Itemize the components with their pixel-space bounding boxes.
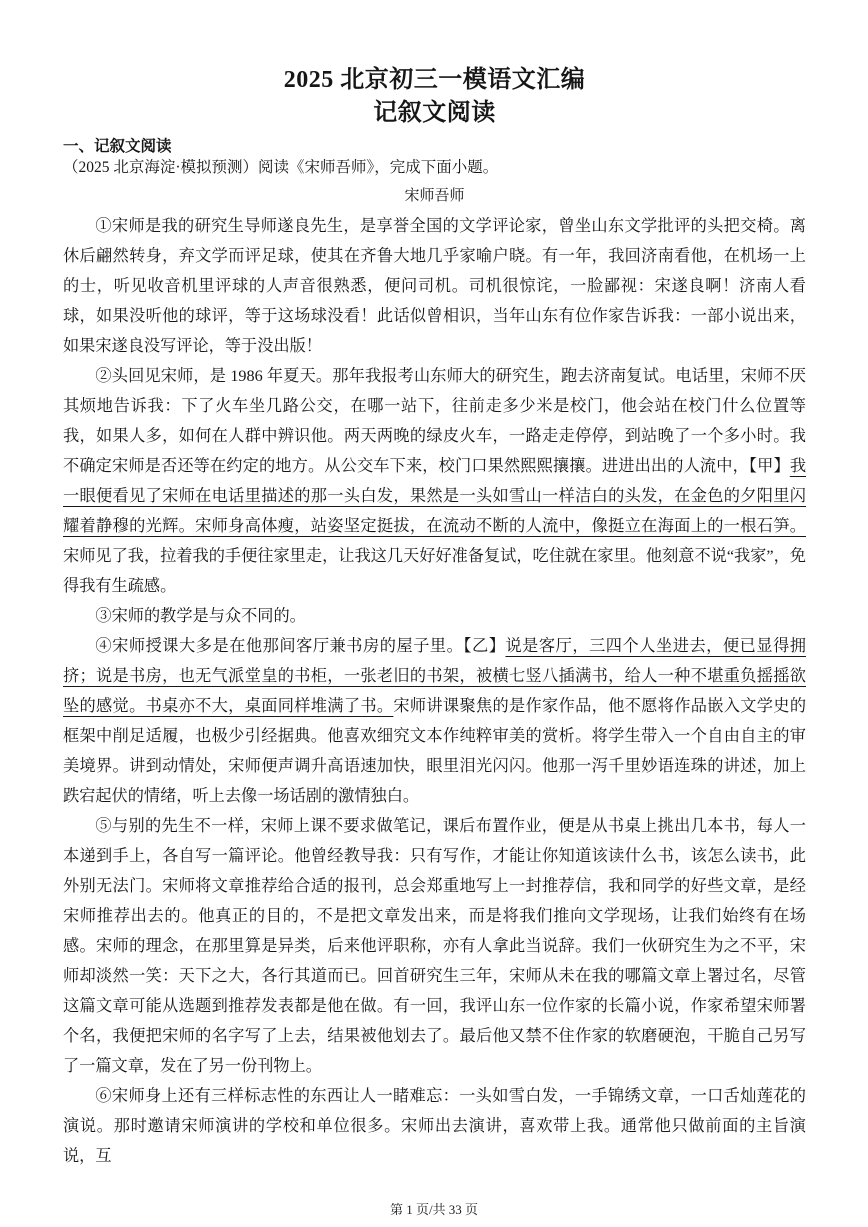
text-run: 宋师见了我，拉着我的手便往家里走，让我这几天好好准备复试，吃住就在家里。他刻意不说“我家”，免得我有生疏感。	[63, 547, 806, 595]
underlined-passage: 我一眼便看见了宋师在电话里描述的那一头白发，果然是一头如雪山一样洁白的头发，在金色的夕阳里闪耀着静穆的光辉。宋师身高体瘦，站姿坚定挺拔，在流动不断的人流中，像挺立在海面上的一根石笋。	[63, 457, 806, 535]
paragraph-6	[63, 1081, 806, 1171]
text-run: 宋师讲课聚焦的是作家作品，他不愿将作品嵌入文学史的框架中削足适履，也极少引经据典。他喜欢细究文本作纯粹审美的赏析。将学生带入一个自由自主的审美境界。讲到动情处，宋师便声调升高语速加快，眼里泪光闪闪。他那一泻千里妙语连珠的讲述，加上跌宕起伏的情绪，听上去像一场话剧的激情独白。	[63, 697, 807, 805]
section-heading: 一、记叙文阅读	[63, 138, 172, 155]
page-number: 第 1 页/共 33 页	[389, 1202, 479, 1217]
text-run: ④宋师授课大多是在他那间客厅兼书房的屋子里。【乙】	[95, 637, 506, 655]
underlined-passage: 说是客厅，三四个人坐进去，便已显得拥挤；说是书房，也无气派堂皇的书柜，一张老旧的书架，被横七竖八插满书，给人一种不堪重负摇摇欲坠的感觉。书桌亦不大，桌面同样堆满了书。	[63, 637, 806, 715]
text-run: ②头回见宋师，是 1986 年夏天。那年我报考山东师大的研究生，跑去济南复试。电话里，宋师不厌其烦地告诉我：下了火车坐几路公交，在哪一站下，往前走多少米是校门，他会站在校门什么位置等我，如果人多，如何在人群中辨识他。两天两晚的绿皮火车，一路走走停停，到站晚了一个多小时。我不确定宋师是否还等在约定的地方。从公交车下来，校门口果然熙熙攘攘。进进出出的人流中，【甲】	[63, 367, 806, 475]
paragraph-5	[63, 811, 806, 1081]
document-header	[63, 64, 806, 130]
article-title: 宋师吾师	[404, 188, 465, 204]
source-line: （2025 北京海淀·模拟预测）阅读《宋师吾师》，完成下面小题。	[63, 159, 499, 176]
document-subtitle: 记叙文阅读	[373, 100, 496, 126]
paragraph-2	[63, 361, 806, 601]
paragraph-1	[63, 211, 806, 361]
paragraph-3	[63, 601, 806, 631]
text-run: ③宋师的教学是与众不同的。	[95, 607, 306, 625]
article-body	[63, 211, 806, 1171]
document-title: 2025 北京初三一模语文汇编	[283, 67, 586, 93]
text-run: ⑥宋师身上还有三样标志性的东西让人一睹难忘：一头如雪白发，一手锦绣文章，一口舌灿莲花的演说。那时邀请宋师演讲的学校和单位很多。宋师出去演讲，喜欢带上我。通常他只做前面的主旨演说，互	[63, 1087, 806, 1165]
text-run: ⑤与别的先生不一样，宋师上课不要求做笔记，课后布置作业，便是从书桌上挑出几本书，每人一本递到手上，各自写一篇评论。他曾经教导我：只有写作，才能让你知道该读什么书，该怎么读书，此外别无法门。宋师将文章推荐给合适的报刊，总会郑重地写上一封推荐信，我和同学的好些文章，是经宋师推荐出去的。他真正的目的，不是把文章发出来，而是将我们推向文学现场，让我们始终有在场感。宋师的理念，在那里算是异类，后来他评职称，亦有人拿此当说辞。我们一伙研究生为之不平，宋师却淡然一笑：天下之大，各行其道而已。回首研究生三年，宋师从未在我的哪篇文章上署过名，尽管这篇文章可能从选题到推荐发表都是他在做。有一回，我评山东一位作家的长篇小说，作家希望宋师署个名，我便把宋师的名字写了上去，结果被他划去了。最后他又禁不住作家的软磨硬泡，干脆自己另写了一篇文章，发在了另一份刊物上。	[63, 817, 806, 1075]
paragraph-4	[63, 631, 806, 811]
text-run: ①宋师是我的研究生导师遂良先生，是享誉全国的文学评论家，曾坐山东文学批评的头把交椅。离休后翩然转身，弃文学而评足球，使其在齐鲁大地几乎家喻户晓。有一年，我回济南看他，在机场一上的士，听见收音机里评球的人声音很熟悉，便问司机。司机很惊诧，一脸鄙视：宋遂良啊！济南人看球，如果没听他的球评，等于这场球没看！此话似曾相识，当年山东有位作家告诉我：一部小说出来，如果宋遂良没写评论，等于没出版！	[63, 217, 806, 355]
